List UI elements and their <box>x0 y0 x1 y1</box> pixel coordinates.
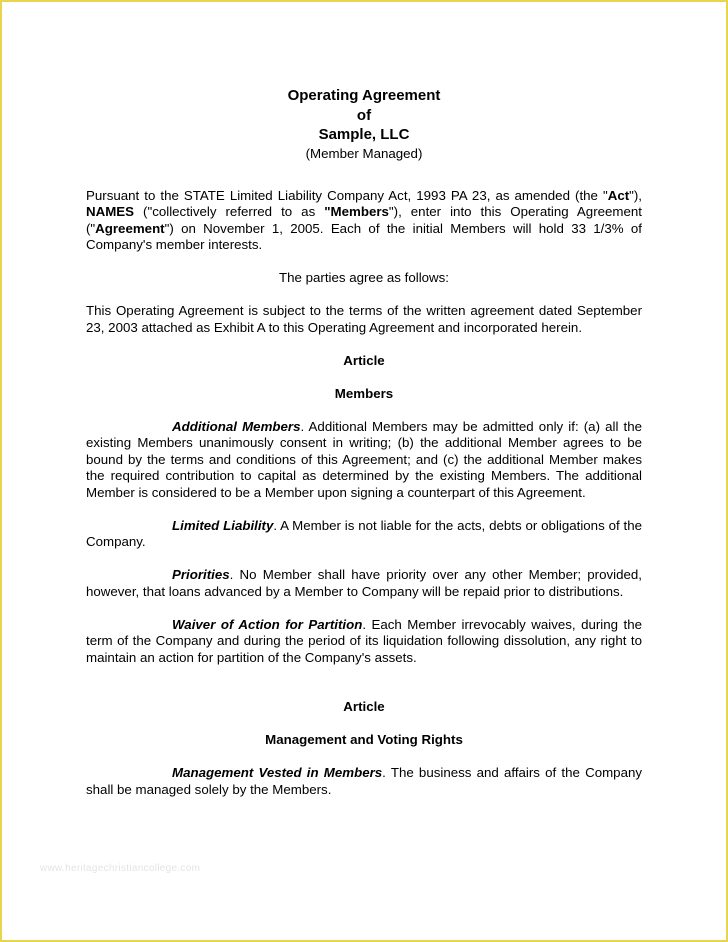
document-title: Operating Agreement <box>287 87 441 104</box>
exhibit-paragraph: This Operating Agreement is subject to the terms of the written agreement dated September 23, 2003 attached as Exhibit A to this Operating Agreement and incorporated herein. <box>86 303 642 335</box>
watermark: www.heritagechristiancollege.com <box>40 863 201 874</box>
intro-names-term: NAMES <box>86 204 135 219</box>
intro-text-4: "), enter into this Operating Agreement (" <box>86 204 642 236</box>
document-subtitle: (Member Managed) <box>305 145 423 161</box>
section-management-vested <box>86 765 642 798</box>
section-text: . Each Member irrevocably waives, during the term of the Company and during the period of its liquidation following dissolution, any right to maintain an action for partition of the Company's assets. <box>86 616 642 665</box>
section-limited-liability <box>86 518 642 551</box>
article-2-subheading: Management and Voting Rights <box>265 732 463 747</box>
intro-text-3: ("collectively referred to as <box>134 204 325 219</box>
intro-text-2: "), <box>629 187 642 203</box>
company-name: Sample, LLC <box>318 126 410 143</box>
title-block <box>56 86 672 162</box>
intro-text-5: ") on November 1, 2005. Each of the initial Members will hold 33 1/3% of Company's member interests. <box>86 220 642 252</box>
section-text: . The business and affairs of the Company shall be managed solely by the Members. <box>86 765 643 797</box>
section-waiver-of-partition <box>86 617 642 667</box>
intro-text-1: Pursuant to the STATE Limited Liability Company Act, 1993 PA 23, as amended (the <box>86 187 598 203</box>
section-title: Management Vested in Members <box>172 765 383 780</box>
article-1-heading: Article <box>343 352 385 368</box>
parties-agree-line: The parties agree as follows: <box>279 270 449 285</box>
section-title: Additional Members <box>172 418 301 434</box>
section-text: . No Member shall have priority over any other Member; provided, however, that loans advanced by a Member to Company will be repaid prior to distributions. <box>86 567 642 599</box>
section-title: Limited Liability <box>172 517 274 533</box>
section-title: Priorities <box>172 567 230 582</box>
intro-quote: " <box>602 187 608 203</box>
document-page <box>86 86 642 798</box>
intro-members-term: "Members <box>324 204 389 219</box>
document-title-of: of <box>356 106 372 124</box>
article-2-heading: Article <box>343 699 385 714</box>
section-title: Waiver of Action for Partition <box>172 616 363 632</box>
section-text: . A Member is not liable for the acts, debts or obligations of the Company. <box>86 517 642 549</box>
article-1-subheading: Members <box>334 385 394 401</box>
section-priorities <box>86 567 642 600</box>
section-additional-members <box>86 419 642 502</box>
intro-agreement-term: Agreement <box>95 220 165 236</box>
intro-paragraph <box>86 188 642 254</box>
intro-act-term: Act <box>607 187 630 203</box>
section-text: . Additional Members may be admitted only if: (a) all the existing Members unanimously consent in writing; (b) the additional Member agrees to be bound by the terms and conditions of this Agreement; and (c) the additional Member makes the required contribution to capital as determined by the existing Members. The additional Member is considered to be a Member upon signing a counterpart of this Agreement. <box>86 418 642 500</box>
